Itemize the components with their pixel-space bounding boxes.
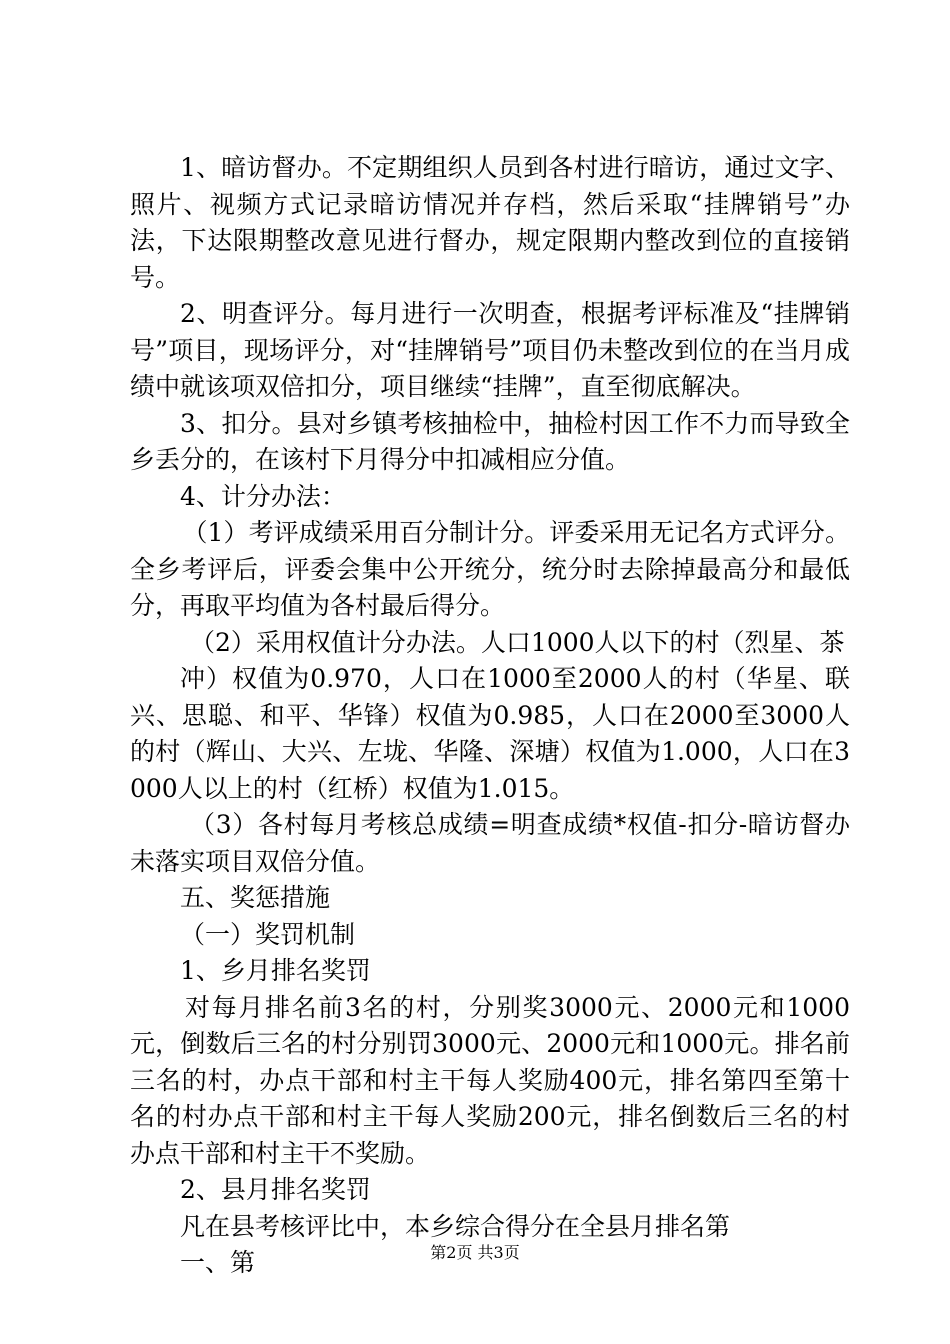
paragraph-scoring-item-2-continued: 冲）权值为0.970，人口在1000至2000人的村（华星、联兴、思聪、和平、华锋）权值为0.985，人口在2000至3000人的村（辉山、大兴、左垅、华隆、深塘）权值为1.000，人口在3000人以上的村（红桥）权值为1.015。: [130, 664, 850, 803]
paragraph-covert-inspection: 1、暗访督办。不定期组织人员到各村进行暗访，通过文字、照片、视频方式记录暗访情况并存档，然后采取“挂牌销号”办法，下达限期整改意见进行督办，规定限期内整改到位的直接销号。: [130, 153, 850, 292]
section-heading-rewards: 五、奖惩措施: [180, 883, 331, 912]
paragraph-county-ranking: 凡在县考核评比中，本乡综合得分在全县月排名第: [180, 1211, 731, 1241]
paragraph-county-ranking-fragment: 一、第: [180, 1248, 256, 1277]
page-footer: [0, 1243, 950, 1263]
paragraph-scoring-item-1: （1）考评成绩采用百分制计分。评委采用无记名方式评分。全乡考评后，评委会集中公开统分，统分时去除掉最高分和最低分，再取平均值为各村最后得分。: [130, 518, 850, 620]
paragraph-open-inspection: 2、明查评分。每月进行一次明查，根据考评标准及“挂牌销号”项目，现场评分，对“挂牌销号”项目仍未整改到位的在当月成绩中就该项双倍扣分，项目继续“挂牌”，直至彻底解决。: [130, 299, 850, 401]
paragraph-township-ranking: 对每月排名前3名的村，分别奖3000元、2000元和1000元，倒数后三名的村分别罚3000元、2000元和1000元。排名前三名的村，办点干部和村主干每人奖励400元，排名第四至第十名的村办点干部和村主干每人奖励200元，排名倒数后三名的村办点干部和村主干不奖励。: [130, 992, 850, 1168]
paragraph-scoring-method: 4、计分办法：: [180, 481, 346, 511]
page-number: 第2页 共3页: [430, 1243, 520, 1262]
item-heading-township-ranking: 1、乡月排名奖罚: [180, 956, 371, 985]
item-heading-county-ranking: 2、县月排名奖罚: [180, 1175, 371, 1204]
paragraph-scoring-item-3: （3）各村每月考核总成绩=明查成绩*权值-扣分-暗访督办未落实项目双倍分值。: [130, 810, 850, 876]
paragraph-scoring-item-2: （2）采用权值计分办法。人口1000人以下的村（烈星、茶: [190, 627, 845, 657]
subsection-heading-mechanism: （一）奖罚机制: [180, 919, 356, 949]
document-body: [130, 150, 850, 1282]
paragraph-deduction: 3、扣分。县对乡镇考核抽检中，抽检村因工作不力而导致全乡丢分的，在该村下月得分中扣减相应分值。: [130, 408, 850, 474]
